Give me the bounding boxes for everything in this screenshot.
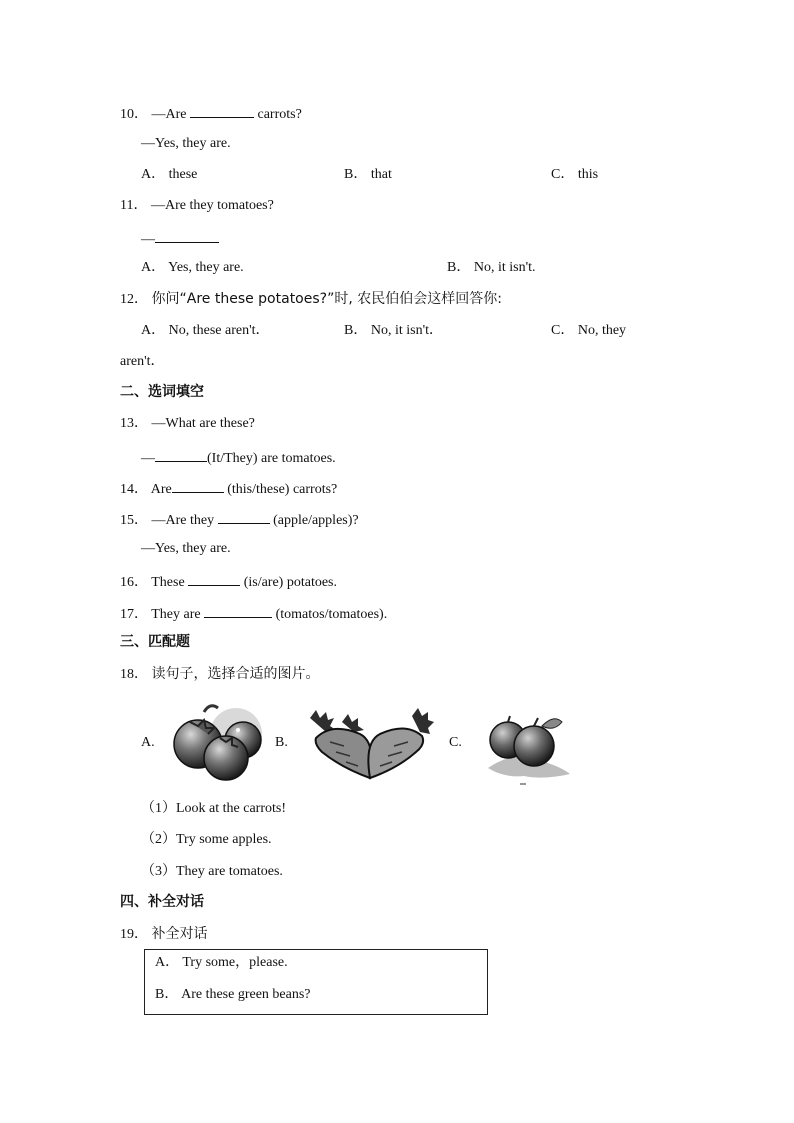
q13-response-line <box>141 447 336 468</box>
option-letter: A． <box>155 955 180 970</box>
q13-text: —What are these? <box>151 416 255 431</box>
answer-blank[interactable] <box>188 571 240 586</box>
q18-stem <box>120 665 320 684</box>
option-text: Try some，please. <box>182 955 288 970</box>
q15-answer: —Yes, they are. <box>141 541 231 556</box>
answer-blank[interactable] <box>155 447 207 462</box>
option-text: these <box>168 167 198 182</box>
q19-stem <box>120 925 208 944</box>
answer-blank[interactable] <box>204 603 272 618</box>
item-text: Try some apples. <box>176 832 272 847</box>
q11-option-b[interactable] <box>447 259 535 277</box>
q13-tail: are tomatoes. <box>261 451 336 466</box>
item-text: Look at the carrots! <box>176 801 287 816</box>
option-letter: B． <box>155 987 179 1002</box>
question-number: 16． <box>120 575 148 590</box>
option-letter: A． <box>141 323 166 338</box>
q12-text: 你问“Are these potatoes?”时, 农民伯伯会这样回答你: <box>151 291 502 307</box>
question-number: 14． <box>120 482 148 497</box>
q15-before: —Are they <box>151 513 215 528</box>
word-hint: (is/are) <box>243 575 284 590</box>
q10-stem <box>120 103 302 124</box>
q11-response-line <box>141 228 219 249</box>
answer-blank[interactable] <box>155 228 219 243</box>
option-letter: C． <box>551 167 575 182</box>
option-text: Yes, they are. <box>168 260 244 275</box>
answer-blank[interactable] <box>172 478 224 493</box>
option-letter: B． <box>447 260 471 275</box>
q16-tail: potatoes. <box>286 575 337 590</box>
q12-option-c-wrap: aren't． <box>120 354 165 369</box>
q16-before: These <box>151 575 185 590</box>
option-letter: A． <box>141 167 166 182</box>
answer-blank[interactable] <box>190 103 254 118</box>
question-number: 13． <box>120 416 148 431</box>
q18-item <box>141 831 272 849</box>
q19-option-b[interactable] <box>155 986 311 1004</box>
tomatoes-picture[interactable] <box>170 700 266 784</box>
q18-text: 读句子，选择合适的图片。 <box>151 666 320 682</box>
option-text: No, it isn't． <box>370 323 443 338</box>
word-hint: (this/these) <box>227 482 290 497</box>
q12-option-b[interactable] <box>344 322 443 340</box>
q15-stem <box>120 509 359 530</box>
q10-option-a[interactable] <box>141 166 197 184</box>
item-text: They are tomatoes. <box>176 864 283 879</box>
answer-blank[interactable] <box>218 509 270 524</box>
q14-before: Are <box>150 482 172 497</box>
options-box <box>144 949 488 1015</box>
q10-text-before: —Are <box>151 107 187 122</box>
q18-item <box>141 800 286 818</box>
q17-stem <box>120 603 387 624</box>
q11-option-a[interactable] <box>141 259 244 277</box>
q19-text: 补全对话 <box>151 926 208 942</box>
item-number: （3） <box>141 864 176 879</box>
dash: — <box>141 232 155 247</box>
option-text: No, these aren't． <box>168 323 270 338</box>
q13-stem <box>120 415 255 433</box>
option-letter: B． <box>344 167 368 182</box>
picture-label-a: A. <box>141 735 155 750</box>
q18-item <box>141 863 283 881</box>
question-number: 12． <box>120 292 148 307</box>
word-hint: (It/They) <box>207 451 258 466</box>
picture-label-b: B. <box>275 735 288 750</box>
q10-option-b[interactable] <box>344 166 392 184</box>
option-text: No, it isn't. <box>473 260 536 275</box>
q14-stem <box>120 478 337 499</box>
item-number: （1） <box>141 801 176 816</box>
question-number: 17． <box>120 607 148 622</box>
q11-stem <box>120 197 274 215</box>
q12-stem <box>120 290 502 309</box>
q16-stem <box>120 571 337 592</box>
q12-option-a[interactable] <box>141 322 270 340</box>
option-text: Are these green beans? <box>181 987 311 1002</box>
section-heading: 四、补全对话 <box>120 894 204 910</box>
q19-option-a[interactable] <box>155 954 288 972</box>
question-number: 19． <box>120 927 148 942</box>
question-number: 15． <box>120 513 148 528</box>
question-number: 10． <box>120 107 148 122</box>
option-letter: A． <box>141 260 166 275</box>
option-letter: B． <box>344 323 368 338</box>
dash: — <box>141 451 155 466</box>
picture-label-c: C. <box>449 735 462 750</box>
q14-tail: carrots? <box>292 482 338 497</box>
section-heading: 二、选词填空 <box>120 384 204 400</box>
question-number: 11． <box>120 198 148 213</box>
word-hint: (tomatos/tomatoes). <box>275 607 388 622</box>
item-number: （2） <box>141 832 176 847</box>
option-text: No, they <box>577 323 627 338</box>
q10-answer: —Yes, they are. <box>141 136 231 151</box>
option-letter: C． <box>551 323 575 338</box>
q11-text: —Are they tomatoes? <box>150 198 274 213</box>
option-text: that <box>370 167 392 182</box>
carrots-picture[interactable] <box>302 708 438 784</box>
section-heading: 三、匹配题 <box>120 634 190 650</box>
word-hint: (apple/apples)? <box>273 513 359 528</box>
q17-before: They are <box>151 607 201 622</box>
q10-text-after: carrots? <box>257 107 302 122</box>
question-number: 18． <box>120 667 148 682</box>
q12-option-c[interactable] <box>551 322 626 340</box>
q10-option-c[interactable] <box>551 166 598 184</box>
apples-picture[interactable] <box>484 710 574 790</box>
option-text: this <box>577 167 599 182</box>
